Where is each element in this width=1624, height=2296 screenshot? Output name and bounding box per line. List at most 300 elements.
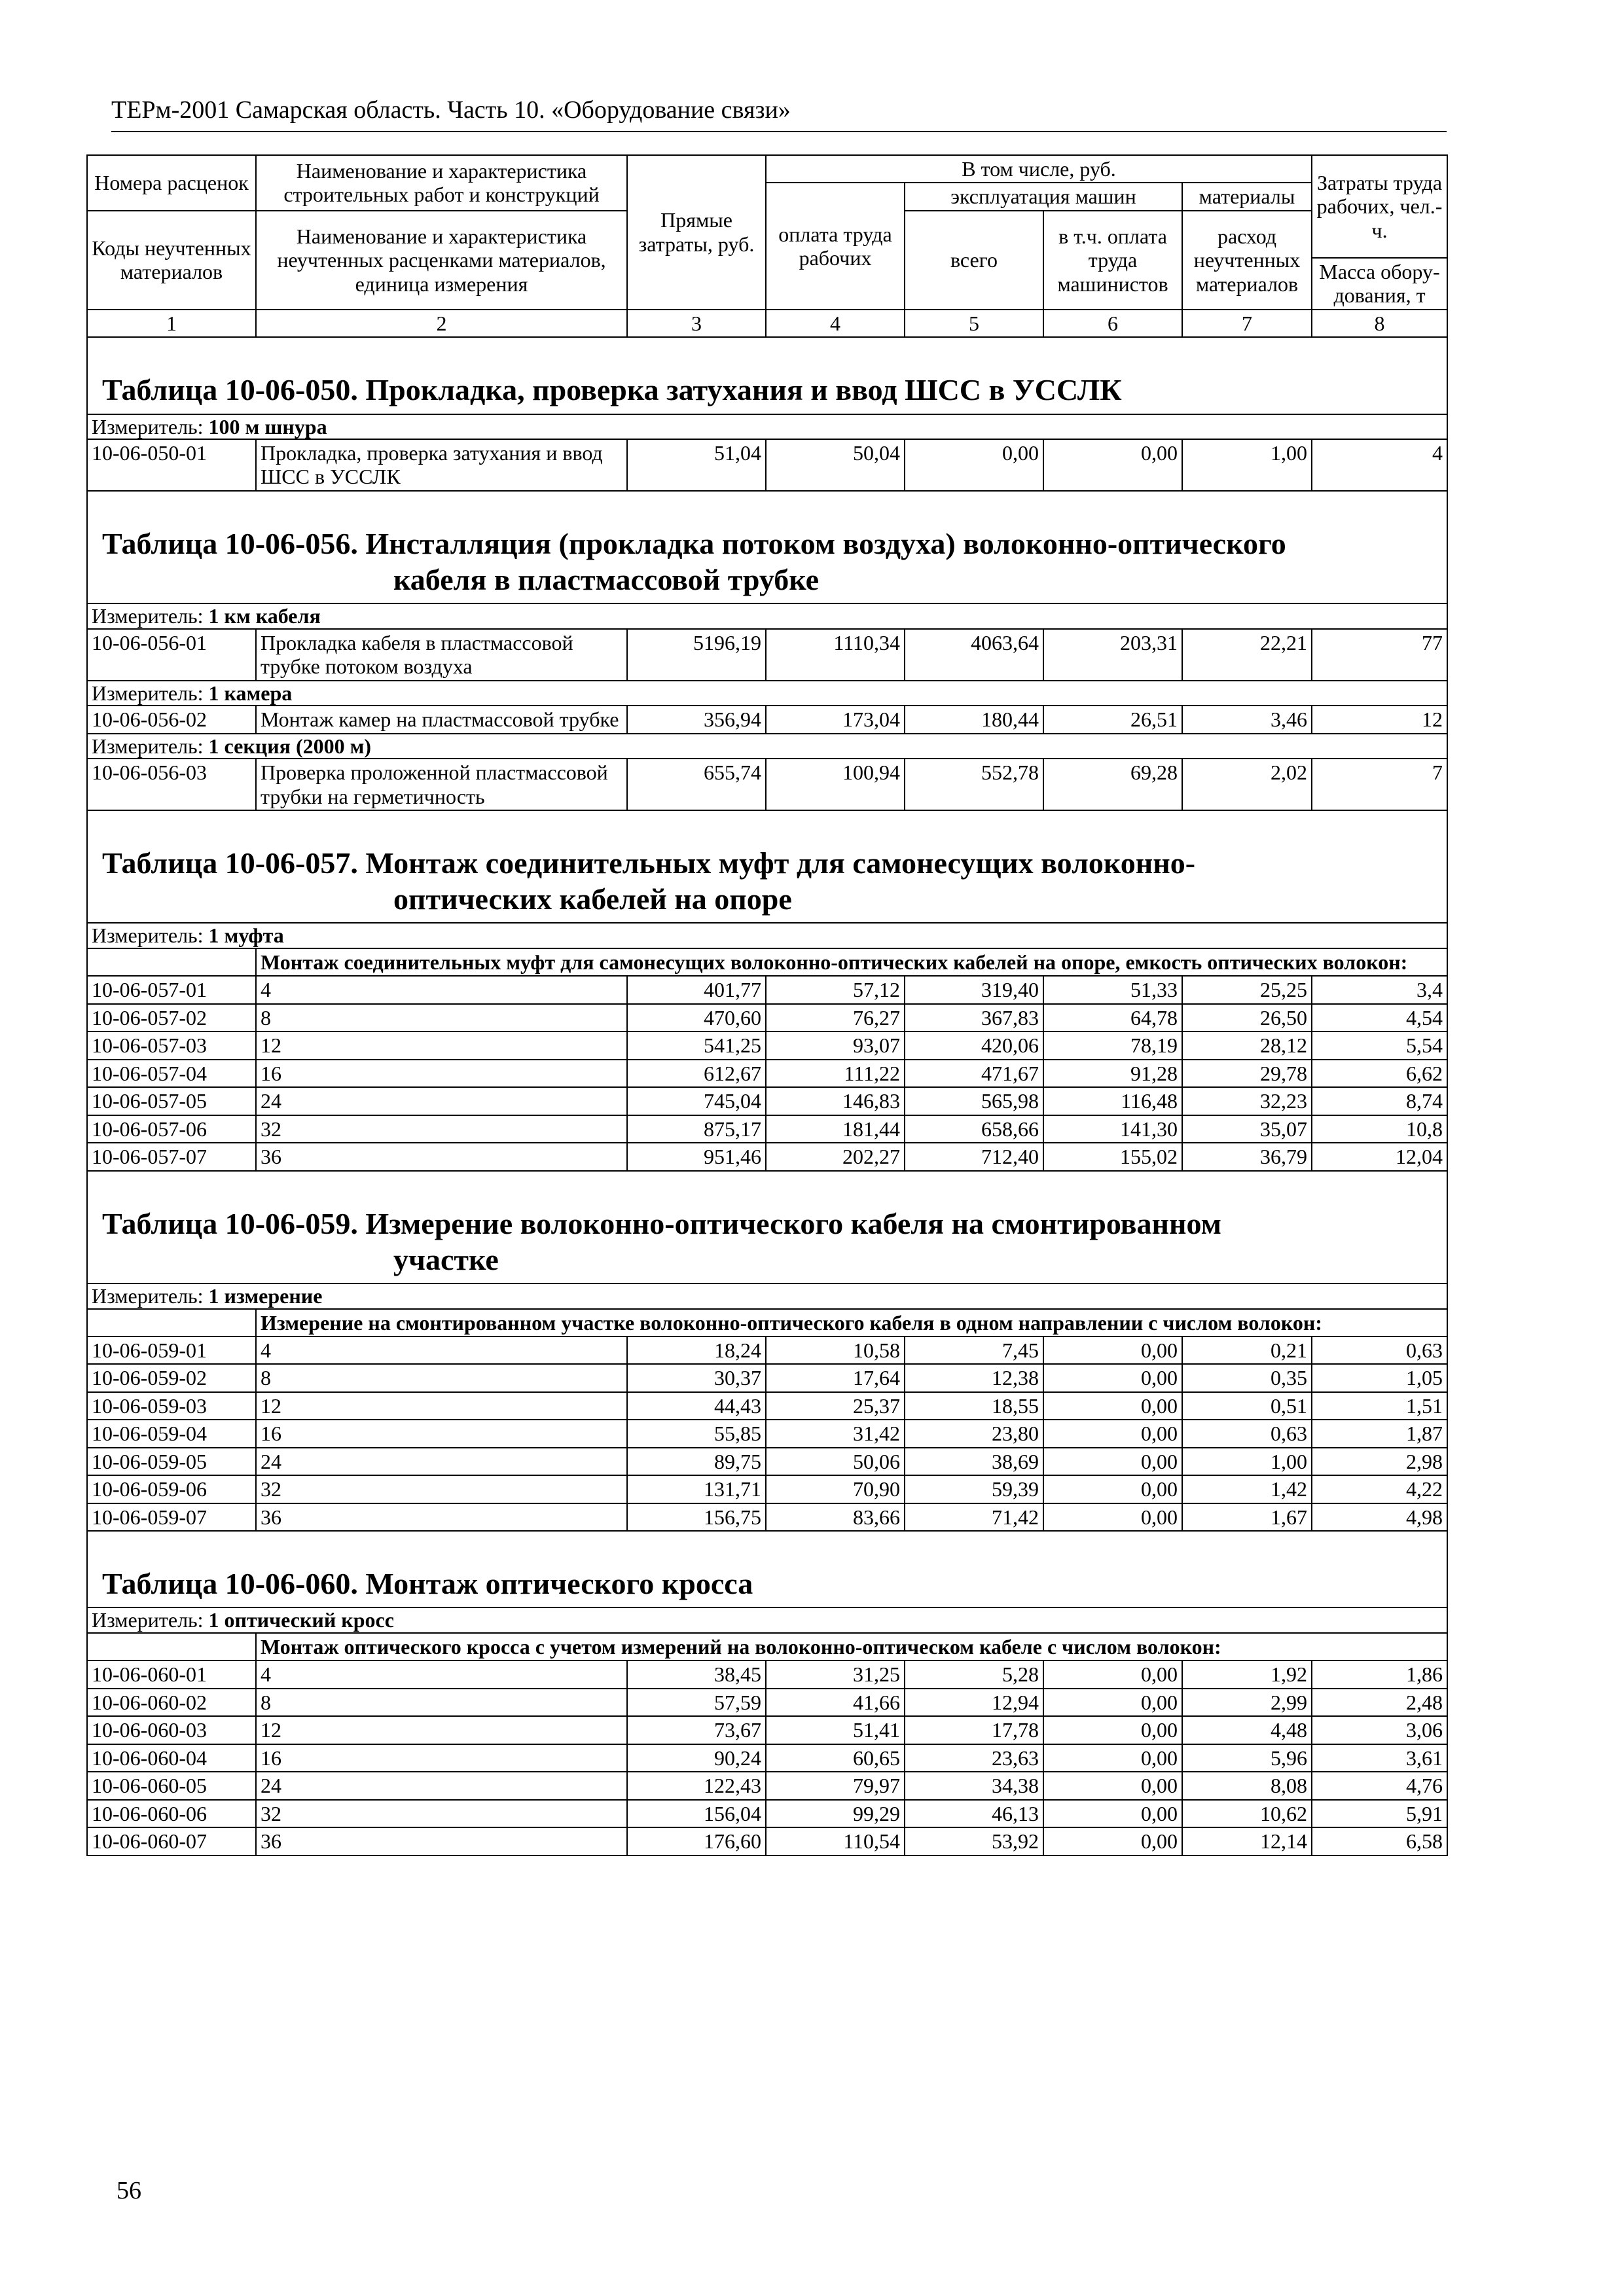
machinist-pay: 0,00 [1043,1744,1182,1772]
machine-total: 420,06 [905,1031,1043,1059]
measure-row [87,734,1447,759]
machinist-pay: 91,28 [1043,1060,1182,1087]
table-row [87,1716,1447,1744]
machinist-pay: 155,02 [1043,1143,1182,1170]
rate-code: 10-06-057-07 [87,1143,256,1170]
rate-code: 10-06-059-06 [87,1475,256,1503]
machine-total: 319,40 [905,976,1043,1003]
machinist-pay: 64,78 [1043,1004,1182,1031]
machines-header: эксплуатация машин [905,183,1182,210]
measure-prefix: Измеритель: [92,1284,209,1308]
material-cost: 1,00 [1182,439,1312,491]
table-title-row [87,1171,1447,1283]
group-description-text: Монтаж оптического кросса с учетом измерений на волоконно-оптическом кабеле с числом волокон: [261,1634,1221,1659]
table-row [87,1087,1447,1115]
col4-header: оплата труда рабочих [766,183,905,309]
rates-table [86,154,1448,1856]
column-number: 8 [1312,310,1447,337]
machinist-pay: 0,00 [1043,439,1182,491]
material-cost: 1,00 [1182,1448,1312,1475]
work-name: 36 [256,1503,627,1531]
material-cost: 10,62 [1182,1800,1312,1827]
table-row [87,1827,1447,1855]
labor-hours: 4,98 [1312,1503,1447,1531]
direct-costs: 875,17 [627,1115,766,1143]
table-row [87,759,1447,810]
worker-pay: 99,29 [766,1800,905,1827]
table-title-row [87,1531,1447,1607]
labor-hours: 6,62 [1312,1060,1447,1087]
table-row [87,1800,1447,1827]
column-number: 7 [1182,310,1312,337]
worker-pay: 70,90 [766,1475,905,1503]
direct-costs: 156,75 [627,1503,766,1531]
direct-costs: 470,60 [627,1004,766,1031]
column-number: 3 [627,310,766,337]
col1-subheader: Коды неучтенных материалов [87,211,256,310]
table-row [87,1420,1447,1447]
measure-label [87,603,1447,628]
table-row [87,1475,1447,1503]
machine-total: 23,63 [905,1744,1043,1772]
rate-code: 10-06-060-05 [87,1772,256,1799]
table-row [87,1689,1447,1716]
col3-header: Прямые затраты, руб. [627,155,766,310]
machinist-pay: 0,00 [1043,1716,1182,1744]
machinist-pay: 0,00 [1043,1689,1182,1716]
worker-pay: 41,66 [766,1689,905,1716]
table-title-continuation: участке [393,1242,499,1276]
machinist-pay: 0,00 [1043,1660,1182,1688]
labor-hours: 4,22 [1312,1475,1447,1503]
worker-pay: 25,37 [766,1392,905,1420]
rate-code: 10-06-057-03 [87,1031,256,1059]
machinist-pay: 0,00 [1043,1827,1182,1855]
labor-hours: 12,04 [1312,1143,1447,1170]
table-title-row [87,810,1447,923]
machinist-pay: 26,51 [1043,706,1182,733]
material-cost: 1,92 [1182,1660,1312,1688]
machine-total: 658,66 [905,1115,1043,1143]
group-description-text: Монтаж соединительных муфт для самонесущих волоконно-оптических кабелей на опоре, емкость оптических волокон: [261,950,1408,974]
material-cost: 28,12 [1182,1031,1312,1059]
worker-pay: 50,06 [766,1448,905,1475]
column-number: 5 [905,310,1043,337]
material-cost: 32,23 [1182,1087,1312,1115]
labor-hours: 4 [1312,439,1447,491]
col8-header: Затраты труда рабочих, чел.-ч. [1312,155,1447,258]
column-number: 4 [766,310,905,337]
measure-unit: 1 муфта [208,924,284,948]
description-spacer [87,1309,256,1336]
labor-hours: 3,61 [1312,1744,1447,1772]
machinist-pay: 0,00 [1043,1503,1182,1531]
worker-pay: 111,22 [766,1060,905,1087]
group-description [256,1633,1447,1660]
work-name: 16 [256,1420,627,1447]
column-number: 2 [256,310,627,337]
table-row [87,1060,1447,1087]
material-cost: 1,67 [1182,1503,1312,1531]
measure-prefix: Измеритель: [92,734,209,758]
col8-subheader: Масса обору-дования, т [1312,258,1447,310]
table-title-continuation: кабеля в пластмассовой трубке [393,563,820,597]
direct-costs: 44,43 [627,1392,766,1420]
measure-unit: 100 м шнура [208,414,327,439]
material-cost: 1,42 [1182,1475,1312,1503]
measure-label [87,414,1447,439]
work-name: 32 [256,1475,627,1503]
worker-pay: 31,42 [766,1420,905,1447]
direct-costs: 951,46 [627,1143,766,1170]
labor-hours: 4,76 [1312,1772,1447,1799]
measure-label [87,1607,1447,1632]
page-number: 56 [117,2177,141,2204]
labor-hours: 1,87 [1312,1420,1447,1447]
worker-pay: 10,58 [766,1336,905,1364]
table-row [87,1772,1447,1799]
rate-code: 10-06-060-04 [87,1744,256,1772]
worker-pay: 1110,34 [766,629,905,681]
work-name: 36 [256,1827,627,1855]
worker-pay: 93,07 [766,1031,905,1059]
table-title [87,810,1447,923]
measure-unit: 1 секция (2000 м) [208,734,372,758]
direct-costs: 51,04 [627,439,766,491]
rate-code: 10-06-057-05 [87,1087,256,1115]
table-title [87,1171,1447,1283]
machine-total: 7,45 [905,1336,1043,1364]
worker-pay: 31,25 [766,1660,905,1688]
rate-code: 10-06-060-03 [87,1716,256,1744]
measure-unit: 1 измерение [208,1284,323,1308]
worker-pay: 146,83 [766,1087,905,1115]
table-row [87,1031,1447,1059]
material-cost: 35,07 [1182,1115,1312,1143]
direct-costs: 122,43 [627,1772,766,1799]
machine-total: 71,42 [905,1503,1043,1531]
rate-code: 10-06-056-03 [87,759,256,810]
work-name: 32 [256,1800,627,1827]
direct-costs: 541,25 [627,1031,766,1059]
description-spacer [87,1633,256,1660]
rate-code: 10-06-050-01 [87,439,256,491]
work-name: 12 [256,1716,627,1744]
machine-total: 18,55 [905,1392,1043,1420]
work-name: Монтаж камер на пластмассовой трубке [256,706,627,733]
material-cost: 12,14 [1182,1827,1312,1855]
worker-pay: 83,66 [766,1503,905,1531]
machine-total: 552,78 [905,759,1043,810]
machine-total: 53,92 [905,1827,1043,1855]
machine-total: 23,80 [905,1420,1043,1447]
table-row [87,976,1447,1003]
material-cost: 2,99 [1182,1689,1312,1716]
material-cost: 2,02 [1182,759,1312,810]
labor-hours: 3,4 [1312,976,1447,1003]
rate-code: 10-06-060-01 [87,1660,256,1688]
table-row [87,1143,1447,1170]
description-row [87,948,1447,976]
machine-total: 12,38 [905,1364,1043,1391]
machine-total: 46,13 [905,1800,1043,1827]
direct-costs: 38,45 [627,1660,766,1688]
measure-row [87,1283,1447,1308]
direct-costs: 73,67 [627,1716,766,1744]
group-description [256,1309,1447,1336]
materials-header: материалы [1182,183,1312,210]
worker-pay: 100,94 [766,759,905,810]
table-title-continuation: оптических кабелей на опоре [393,882,792,916]
labor-hours: 12 [1312,706,1447,733]
measure-row [87,1607,1447,1632]
direct-costs: 612,67 [627,1060,766,1087]
labor-hours: 2,98 [1312,1448,1447,1475]
measure-prefix: Измеритель: [92,681,209,705]
rate-code: 10-06-059-02 [87,1364,256,1391]
rate-code: 10-06-059-04 [87,1420,256,1447]
rate-code: 10-06-057-04 [87,1060,256,1087]
work-name: Прокладка кабеля в пластмассовой трубке потоком воздуха [256,629,627,681]
description-row [87,1309,1447,1336]
table-title [87,337,1447,414]
material-cost: 0,63 [1182,1420,1312,1447]
rate-code: 10-06-059-03 [87,1392,256,1420]
worker-pay: 57,12 [766,976,905,1003]
direct-costs: 401,77 [627,976,766,1003]
table-title-row [87,491,1447,603]
machine-total: 4063,64 [905,629,1043,681]
labor-hours: 8,74 [1312,1087,1447,1115]
measure-prefix: Измеритель: [92,924,209,948]
rate-code: 10-06-057-02 [87,1004,256,1031]
labor-hours: 6,58 [1312,1827,1447,1855]
measure-prefix: Измеритель: [92,1608,209,1632]
work-name: 36 [256,1143,627,1170]
machinist-pay: 116,48 [1043,1087,1182,1115]
labor-hours: 5,54 [1312,1031,1447,1059]
labor-hours: 1,51 [1312,1392,1447,1420]
rate-code: 10-06-059-05 [87,1448,256,1475]
work-name: 24 [256,1772,627,1799]
material-cost: 0,51 [1182,1392,1312,1420]
rate-code: 10-06-057-01 [87,976,256,1003]
direct-costs: 30,37 [627,1364,766,1391]
material-cost: 29,78 [1182,1060,1312,1087]
machine-total: 59,39 [905,1475,1043,1503]
col6-header: в т.ч. оплата труда машинистов [1043,211,1182,310]
material-cost: 4,48 [1182,1716,1312,1744]
work-name: 12 [256,1392,627,1420]
direct-costs: 156,04 [627,1800,766,1827]
machine-total: 565,98 [905,1087,1043,1115]
machine-total: 367,83 [905,1004,1043,1031]
table-row [87,439,1447,491]
table-title [87,1531,1447,1607]
direct-costs: 18,24 [627,1336,766,1364]
measure-unit: 1 камера [208,681,293,705]
running-title: ТЕРм-2001 Самарская область. Часть 10. «Оборудование связи» [111,96,791,124]
table-title-text: Таблица 10-06-050. Прокладка, проверка затухания и ввод ШСС в УССЛК [102,373,1122,407]
col7-header: расход неучтенных материалов [1182,211,1312,310]
measure-label [87,734,1447,759]
column-number: 6 [1043,310,1182,337]
measure-row [87,603,1447,628]
labor-hours: 1,05 [1312,1364,1447,1391]
labor-hours: 0,63 [1312,1336,1447,1364]
work-name: Прокладка, проверка затухания и ввод ШСС в УССЛК [256,439,627,491]
labor-hours: 2,48 [1312,1689,1447,1716]
table-row [87,1364,1447,1391]
work-name: 16 [256,1744,627,1772]
work-name: 4 [256,1336,627,1364]
machinist-pay: 0,00 [1043,1475,1182,1503]
table-title [87,491,1447,603]
rate-code: 10-06-056-01 [87,629,256,681]
measure-prefix: Измеритель: [92,604,209,628]
col2-header: Наименование и характеристика строительных работ и конструкций [256,155,627,211]
direct-costs: 356,94 [627,706,766,733]
direct-costs: 89,75 [627,1448,766,1475]
work-name: 8 [256,1004,627,1031]
work-name: 4 [256,1660,627,1688]
table-row [87,1448,1447,1475]
worker-pay: 79,97 [766,1772,905,1799]
direct-costs: 176,60 [627,1827,766,1855]
labor-hours: 10,8 [1312,1115,1447,1143]
material-cost: 8,08 [1182,1772,1312,1799]
material-cost: 26,50 [1182,1004,1312,1031]
work-name: 12 [256,1031,627,1059]
worker-pay: 17,64 [766,1364,905,1391]
table-row [87,1336,1447,1364]
measure-row [87,414,1447,439]
table-row [87,1004,1447,1031]
table-row [87,1115,1447,1143]
material-cost: 36,79 [1182,1143,1312,1170]
table-title-row [87,337,1447,414]
work-name: 4 [256,976,627,1003]
labor-hours: 1,86 [1312,1660,1447,1688]
material-cost: 3,46 [1182,706,1312,733]
rate-code: 10-06-060-07 [87,1827,256,1855]
direct-costs: 5196,19 [627,629,766,681]
header-rule [111,131,1447,132]
worker-pay: 173,04 [766,706,905,733]
worker-pay: 60,65 [766,1744,905,1772]
worker-pay: 76,27 [766,1004,905,1031]
table-row [87,1660,1447,1688]
work-name: 8 [256,1689,627,1716]
machinist-pay: 51,33 [1043,976,1182,1003]
description-row [87,1633,1447,1660]
col2-subheader: Наименование и характеристика неучтенных расценками материалов, единица измерения [256,211,627,310]
worker-pay: 202,27 [766,1143,905,1170]
table-body [87,155,1447,1856]
in-that-header: В том числе, руб. [766,155,1312,183]
description-spacer [87,948,256,976]
table-title-text: Таблица 10-06-059. Измерение волоконно-оптического кабеля на смонтированном [102,1206,1221,1240]
measure-label [87,681,1447,706]
group-description [256,948,1447,976]
machinist-pay: 69,28 [1043,759,1182,810]
machine-total: 5,28 [905,1660,1043,1688]
direct-costs: 655,74 [627,759,766,810]
table-row [87,1503,1447,1531]
measure-label [87,923,1447,948]
machinist-pay: 0,00 [1043,1420,1182,1447]
worker-pay: 181,44 [766,1115,905,1143]
rate-code: 10-06-060-02 [87,1689,256,1716]
worker-pay: 50,04 [766,439,905,491]
table-row [87,629,1447,681]
machinist-pay: 0,00 [1043,1448,1182,1475]
work-name: 24 [256,1448,627,1475]
measure-label [87,1283,1447,1308]
rate-code: 10-06-060-06 [87,1800,256,1827]
machine-total: 38,69 [905,1448,1043,1475]
material-cost: 22,21 [1182,629,1312,681]
measure-row [87,681,1447,706]
direct-costs: 90,24 [627,1744,766,1772]
table-title-text: Таблица 10-06-060. Монтаж оптического кросса [102,1567,753,1601]
machinist-pay: 141,30 [1043,1115,1182,1143]
work-name: 32 [256,1115,627,1143]
measure-row [87,923,1447,948]
machine-total: 0,00 [905,439,1043,491]
machinist-pay: 203,31 [1043,629,1182,681]
direct-costs: 57,59 [627,1689,766,1716]
material-cost: 5,96 [1182,1744,1312,1772]
table-row [87,1392,1447,1420]
labor-hours: 3,06 [1312,1716,1447,1744]
labor-hours: 77 [1312,629,1447,681]
direct-costs: 131,71 [627,1475,766,1503]
table-row [87,706,1447,733]
machine-total: 471,67 [905,1060,1043,1087]
machinist-pay: 0,00 [1043,1800,1182,1827]
material-cost: 0,21 [1182,1336,1312,1364]
material-cost: 25,25 [1182,976,1312,1003]
measure-unit: 1 оптический кросс [208,1608,394,1632]
rate-code: 10-06-056-02 [87,706,256,733]
table-row [87,1744,1447,1772]
machine-total: 712,40 [905,1143,1043,1170]
worker-pay: 110,54 [766,1827,905,1855]
worker-pay: 51,41 [766,1716,905,1744]
measure-unit: 1 км кабеля [208,604,321,628]
col5-header: всего [905,211,1043,310]
table-title-text: Таблица 10-06-057. Монтаж соединительных муфт для самонесущих волоконно- [102,846,1196,880]
group-description-text: Измерение на смонтированном участке волоконно-оптического кабеля в одном направлении с числом волокон: [261,1310,1322,1335]
labor-hours: 4,54 [1312,1004,1447,1031]
rate-code: 10-06-059-07 [87,1503,256,1531]
machine-total: 180,44 [905,706,1043,733]
material-cost: 0,35 [1182,1364,1312,1391]
machine-total: 17,78 [905,1716,1043,1744]
machinist-pay: 78,19 [1043,1031,1182,1059]
labor-hours: 7 [1312,759,1447,810]
direct-costs: 745,04 [627,1087,766,1115]
col1-header: Номера расценок [87,155,256,211]
machine-total: 12,94 [905,1689,1043,1716]
machine-total: 34,38 [905,1772,1043,1799]
work-name: 24 [256,1087,627,1115]
work-name: Проверка проложенной пластмассовой трубки на герметичность [256,759,627,810]
work-name: 16 [256,1060,627,1087]
machinist-pay: 0,00 [1043,1392,1182,1420]
machinist-pay: 0,00 [1043,1336,1182,1364]
